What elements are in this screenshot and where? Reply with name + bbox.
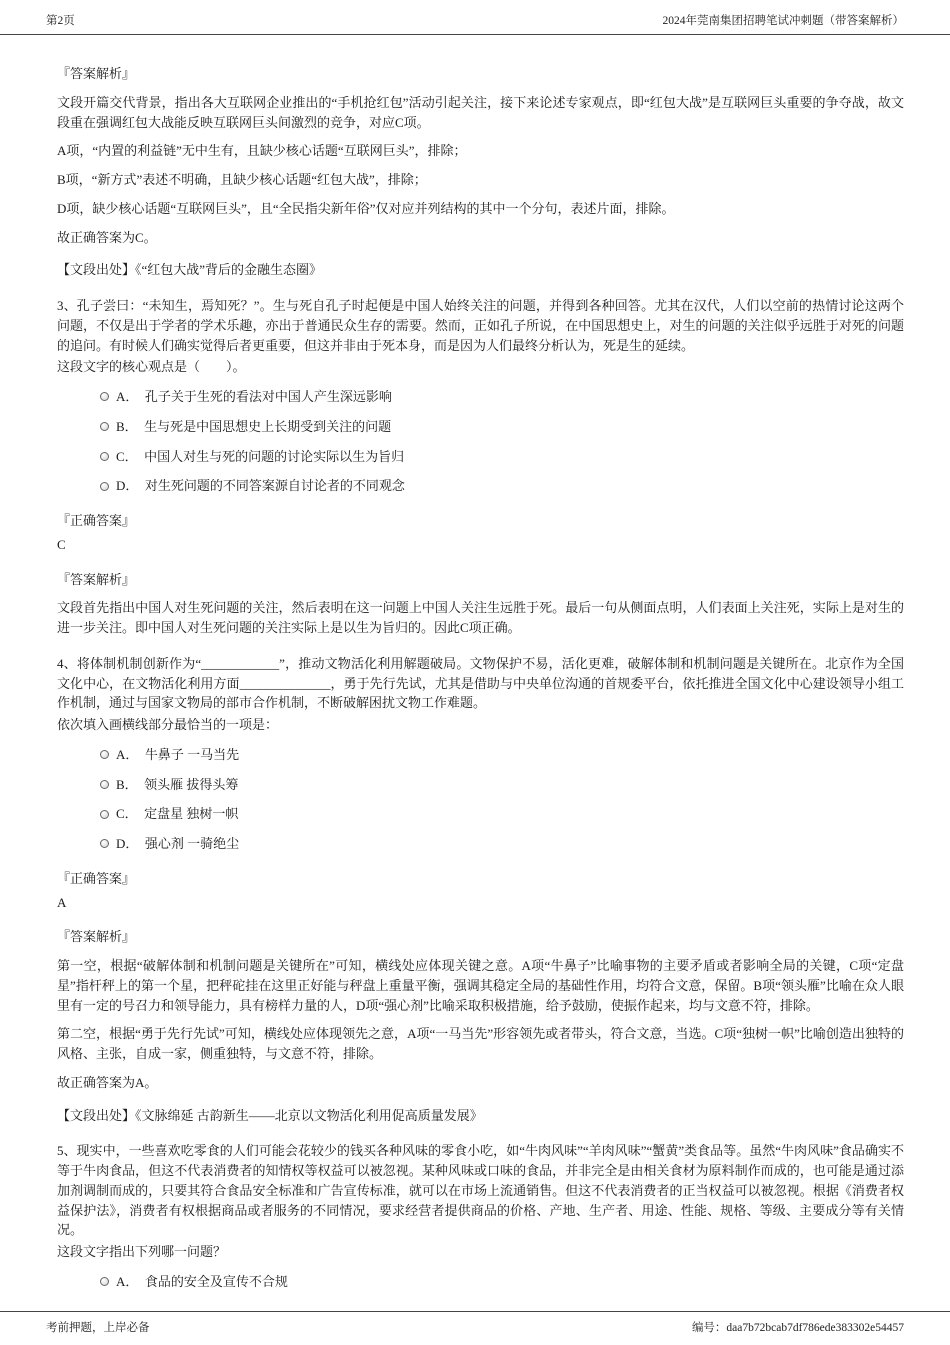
option-label: B． 生与死是中国思想史上长期受到关注的问题 — [116, 418, 392, 434]
paragraph: D项，缺少核心话题“互联网巨头”，且“全民指尖新年俗”仅对应并列结构的其中一个分句，表述片面，排除。 — [57, 200, 675, 216]
header-page-number: 第2页 — [46, 15, 75, 27]
radio-button-icon[interactable] — [100, 839, 109, 848]
option-row[interactable] — [100, 447, 904, 467]
header-document-title: 2024年莞南集团招聘笔试冲刺题（带答案解析） — [662, 15, 904, 27]
options-group — [57, 387, 904, 496]
paragraph: 故正确答案为A。 — [57, 1074, 158, 1090]
option-label: D． 强心剂 一骑绝尘 — [116, 836, 240, 851]
page-header — [0, 0, 950, 35]
option-row[interactable] — [100, 476, 904, 496]
section-label: 『答案解析』 — [57, 66, 136, 81]
option-label: D． 对生死问题的不同答案源自讨论者的不同观念 — [116, 478, 405, 494]
option-row[interactable] — [100, 775, 904, 795]
answer-letter: C — [57, 536, 66, 552]
page-footer — [0, 1311, 950, 1345]
option-label: C． 中国人对生与死的问题的讨论实际以生为旨归 — [116, 448, 405, 464]
radio-button-icon[interactable] — [100, 392, 109, 401]
option-label: A． 牛鼻子 一马当先 — [116, 746, 240, 762]
paragraph: 故正确答案为C。 — [57, 229, 157, 245]
question-prompt: 这段文字指出下列哪一问题？ — [57, 1244, 227, 1259]
footer-document-id: 编号：daa7b72bcab7df786ede383302e54457 — [691, 1322, 904, 1334]
question-text: 5、现实中，一些喜欢吃零食的人们可能会花较少的钱买各种风味的零食小吃，如“牛肉风味”“羊肉风味”“蟹黄”类食品等。虽然“牛肉风味”食品确实不等于牛肉食品，但这不代表消费者的知情权等权益可以被忽视。某种风味或口味的食品，并非完全是由相关食材为原料制作而成的，也可能是通过添加剂调制而成的，只要其符合食品安全标准和广告宣传标准，就可以在市场上流通销售。但这不代表消费者的正当权益可以被忽视。根据《消费者权益保护法》，消费者有权根据商品或者服务的不同情况，要求经营者提供商品的价格、产地、生产者、用途、性能、规格、等级、主要成分等有关情况。 — [57, 1143, 904, 1238]
radio-button-icon[interactable] — [100, 452, 109, 461]
option-row[interactable] — [100, 417, 904, 437]
answer-letter: A — [57, 894, 67, 910]
option-label: B． 领头雁 拔得头筹 — [116, 776, 239, 792]
radio-button-icon[interactable] — [100, 1277, 109, 1286]
question-text: 4、将体制机制创新作为“____________”，推动文物活化利用解题破局。文物保护不易，活化更难，破解体制和机制问题是关键所在。北京作为全国文化中心，在文物活化利用方面______________，勇于先行先试，尤其是借助与中央单位沟通的首规委平台，依托推进全国文化中心建设领导小组工作机制，通过与国家文物局的部市合作机制，不断破解困扰文物工作难题。 — [57, 655, 904, 711]
footer-slogan: 考前押题，上岸必备 — [46, 1322, 150, 1334]
option-row[interactable] — [100, 745, 904, 765]
source-citation: 【文段出处】《文脉绵延 古韵新生——北京以文物活化利用促高质量发展》 — [57, 1107, 483, 1123]
question-text: 3、孔子尝曰：“未知生，焉知死？”。生与死自孔子时起便是中国人始终关注的问题，并得到各种回答。尤其在汉代，人们以空前的热情讨论这两个问题，不仅是出于学者的学术乐趣，亦出于普通民众生存的需要。然而，正如孔子所说，在中国思想史上，对生的问题的关注似乎远胜于对死的问题的追问。有时候人们确实觉得后者更重要，但这并非由于死本身，而是因为人们最终分析认为，死是生的延续。 — [57, 298, 904, 353]
source-citation: 【文段出处】《“红包大战”背后的金融生态圈》 — [57, 262, 323, 278]
paragraph: 第二空，根据“勇于先行先试”可知，横线处应体现领先之意，A项“一马当先”形容领先或者带头，符合文意，当选。C项“独树一帜”比喻创造出独特的风格、主张，自成一家，侧重独特，与文意不符，排除。 — [57, 1026, 904, 1061]
document-body — [0, 35, 950, 1311]
paragraph: 文段首先指出中国人对生死问题的关注，然后表明在这一问题上中国人关注生远胜于死。最后一句从侧面点明，人们表面上关注死，实际上是对生的进一步关注。即中国人对生死问题的关注实际上是以生为旨归的。因此C项正确。 — [57, 600, 904, 635]
question-prompt: 依次填入画横线部分最恰当的一项是： — [57, 717, 279, 732]
options-group — [57, 1272, 904, 1292]
option-row[interactable] — [100, 834, 904, 854]
option-label: C． 定盘星 独树一帜 — [116, 806, 239, 822]
radio-button-icon[interactable] — [100, 422, 109, 431]
options-group — [57, 745, 904, 854]
section-label: 『答案解析』 — [57, 571, 136, 587]
question-prompt: 这段文字的核心观点是（ ）。 — [57, 359, 246, 375]
paragraph: B项，“新方式”表述不明确，且缺少核心话题“红包大战”，排除； — [57, 172, 427, 187]
option-label: A． 食品的安全及宣传不合规 — [116, 1273, 288, 1289]
option-label: A． 孔子关于生死的看法对中国人产生深远影响 — [116, 389, 392, 404]
paragraph: A项，“内置的利益链”无中生有，且缺少核心话题“互联网巨头”，排除； — [57, 143, 467, 159]
option-row[interactable] — [100, 804, 904, 824]
radio-button-icon[interactable] — [100, 482, 109, 491]
section-label: 『正确答案』 — [57, 513, 136, 528]
option-row[interactable] — [100, 387, 904, 407]
section-label: 『正确答案』 — [57, 870, 136, 886]
option-row[interactable] — [100, 1272, 904, 1292]
paragraph: 文段开篇交代背景，指出各大互联网企业推出的“手机抢红包”活动引起关注，接下来论述专家观点，即“红包大战”是互联网巨头重要的争夺战，故文段重在强调红包大战能反映互联网巨头间激烈的竞争，对应C项。 — [57, 94, 904, 130]
section-label: 『答案解析』 — [57, 929, 136, 945]
paragraph: 第一空，根据“破解体制和机制问题是关键所在”可知，横线处应体现关键之意。A项“牛鼻子”比喻事物的主要矛盾或者影响全局的关键，C项“定盘星”指杆秤上的第一个星，把秤砣挂在这里正好能与秤盘上重量平衡，强调其稳定全局的基础性作用，均符合文意，保留。B项“领头雁”比喻在众人眼里有一定的号召力和领导能力，具有榜样力量的人，D项“强心剂”比喻采取积极措施，给予鼓励，使振作起来，均与文意不符，排除。 — [57, 958, 904, 1013]
radio-button-icon[interactable] — [100, 750, 109, 759]
radio-button-icon[interactable] — [100, 810, 109, 819]
radio-button-icon[interactable] — [100, 780, 109, 789]
